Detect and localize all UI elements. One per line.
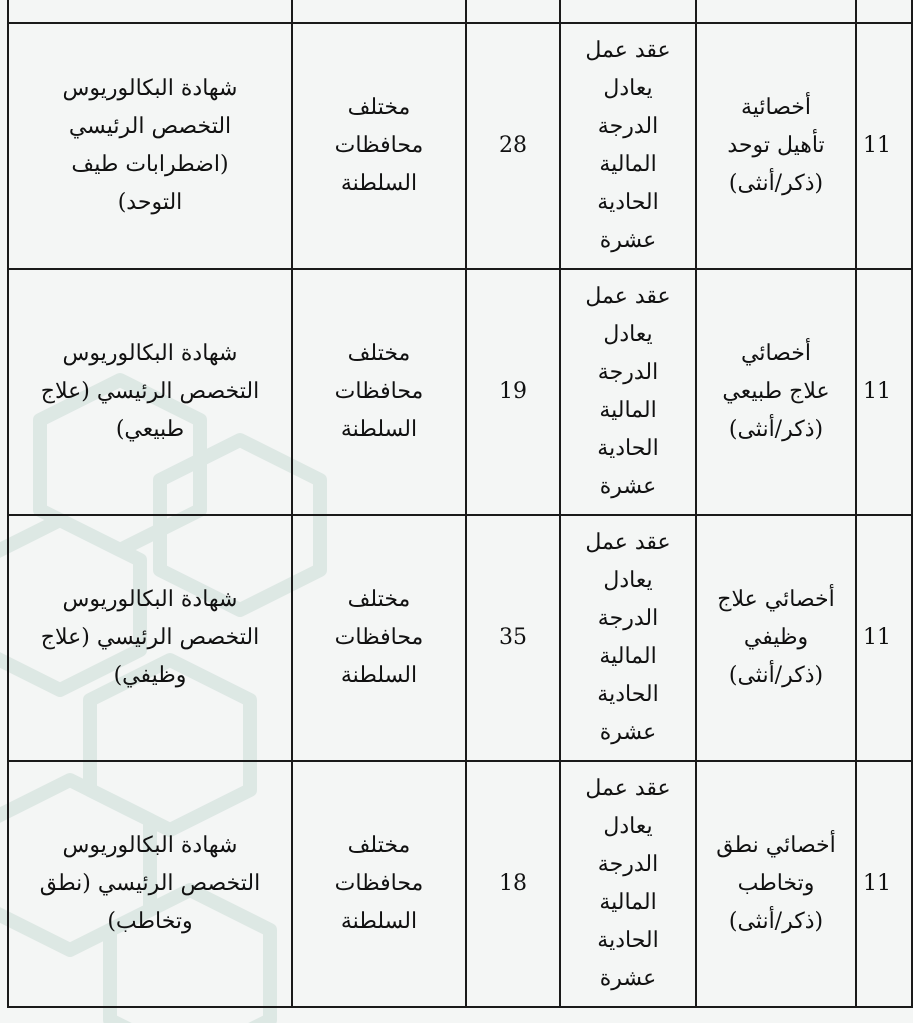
contract-type-line: الحادية <box>597 190 659 215</box>
contract-type-line: الدرجة <box>597 360 659 385</box>
contract-type <box>560 761 696 1007</box>
contract-type-line: عشرة <box>599 474 657 499</box>
qualification-line: وظيفي) <box>113 663 187 688</box>
contract-type-line: يعادل <box>603 568 653 593</box>
job-title <box>696 269 856 515</box>
job-title-line: (ذكر/أنثى) <box>728 909 824 934</box>
contract-type-line: المالية <box>599 890 657 915</box>
table-row <box>8 269 912 515</box>
contract-type <box>560 515 696 761</box>
job-title-line: وظيفي <box>743 625 809 650</box>
qualification-line: التخصص الرئيسي (علاج <box>40 625 260 650</box>
qualification-line: شهادة البكالوريوس <box>62 76 238 101</box>
job-title-line: (ذكر/أنثى) <box>728 171 824 196</box>
job-title <box>696 23 856 269</box>
work-location-line: مختلف <box>347 833 411 858</box>
contract-type-line: عقد عمل <box>585 530 671 555</box>
job-title-line: أخصائي <box>741 341 811 366</box>
job-title-line: أخصائية <box>740 95 812 120</box>
qualification-line: التخصص الرئيسي <box>68 114 232 139</box>
qualification <box>8 515 292 761</box>
vacancy-count: 18 <box>466 761 560 1007</box>
work-location <box>292 515 466 761</box>
contract-type-line: الحادية <box>597 682 659 707</box>
work-location <box>292 269 466 515</box>
row-index: 11 <box>856 761 912 1007</box>
table-row <box>8 515 912 761</box>
qualification-line: شهادة البكالوريوس <box>62 341 238 366</box>
contract-type-line: المالية <box>599 152 657 177</box>
contract-type-line: عشرة <box>599 720 657 745</box>
work-location-line: السلطنة <box>340 171 418 196</box>
job-title-line: وتخاطب <box>737 871 815 896</box>
work-location-line: مختلف <box>347 95 411 120</box>
contract-type-line: عشرة <box>599 228 657 253</box>
row-index: 11 <box>856 269 912 515</box>
contract-type-line: الدرجة <box>597 852 659 877</box>
vacancy-count: 28 <box>466 23 560 269</box>
table-row-partial <box>8 0 912 23</box>
contract-type-line: عشرة <box>599 966 657 991</box>
row-index: 11 <box>856 515 912 761</box>
job-title-line: (ذكر/أنثى) <box>728 417 824 442</box>
job-title-line: أخصائي علاج <box>717 587 835 612</box>
work-location-line: السلطنة <box>340 417 418 442</box>
qualification-line: شهادة البكالوريوس <box>62 833 238 858</box>
job-title-line: أخصائي نطق <box>716 833 836 858</box>
qualification-line: التخصص الرئيسي (علاج <box>40 379 260 404</box>
work-location <box>292 761 466 1007</box>
qualification-line: (اضطرابات طيف <box>71 152 229 177</box>
contract-type-line: يعادل <box>603 322 653 347</box>
contract-type-line: الحادية <box>597 436 659 461</box>
jobs-table <box>7 0 913 1008</box>
contract-type-line: يعادل <box>603 814 653 839</box>
table-row <box>8 761 912 1007</box>
qualification-line: التخصص الرئيسي (نطق <box>39 871 261 896</box>
work-location-line: السلطنة <box>340 663 418 688</box>
qualification-line: طبيعي) <box>115 417 185 442</box>
job-title <box>696 761 856 1007</box>
qualification <box>8 269 292 515</box>
qualification <box>8 23 292 269</box>
work-location-line: محافظات <box>334 625 424 650</box>
contract-type-line: الدرجة <box>597 606 659 631</box>
contract-type-line: عقد عمل <box>585 38 671 63</box>
contract-type-line: يعادل <box>603 76 653 101</box>
contract-type-line: عقد عمل <box>585 776 671 801</box>
contract-type <box>560 23 696 269</box>
work-location-line: مختلف <box>347 341 411 366</box>
contract-type-line: المالية <box>599 398 657 423</box>
contract-type-line: الحادية <box>597 928 659 953</box>
qualification-line: التوحد) <box>117 190 183 215</box>
work-location-line: السلطنة <box>340 909 418 934</box>
job-title <box>696 515 856 761</box>
contract-type-line: عقد عمل <box>585 284 671 309</box>
work-location-line: محافظات <box>334 871 424 896</box>
work-location-line: محافظات <box>334 379 424 404</box>
vacancy-count: 35 <box>466 515 560 761</box>
contract-type <box>560 269 696 515</box>
contract-type-line: المالية <box>599 644 657 669</box>
work-location <box>292 23 466 269</box>
qualification-line: وتخاطب) <box>107 909 193 934</box>
row-index: 11 <box>856 23 912 269</box>
contract-type-line: الدرجة <box>597 114 659 139</box>
qualification-line: شهادة البكالوريوس <box>62 587 238 612</box>
job-title-line: (ذكر/أنثى) <box>728 663 824 688</box>
job-title-line: علاج طبيعي <box>722 379 830 404</box>
work-location-line: مختلف <box>347 587 411 612</box>
vacancy-count: 19 <box>466 269 560 515</box>
qualification <box>8 761 292 1007</box>
job-title-line: تأهيل توحد <box>727 133 825 158</box>
table-row <box>8 23 912 269</box>
work-location-line: محافظات <box>334 133 424 158</box>
